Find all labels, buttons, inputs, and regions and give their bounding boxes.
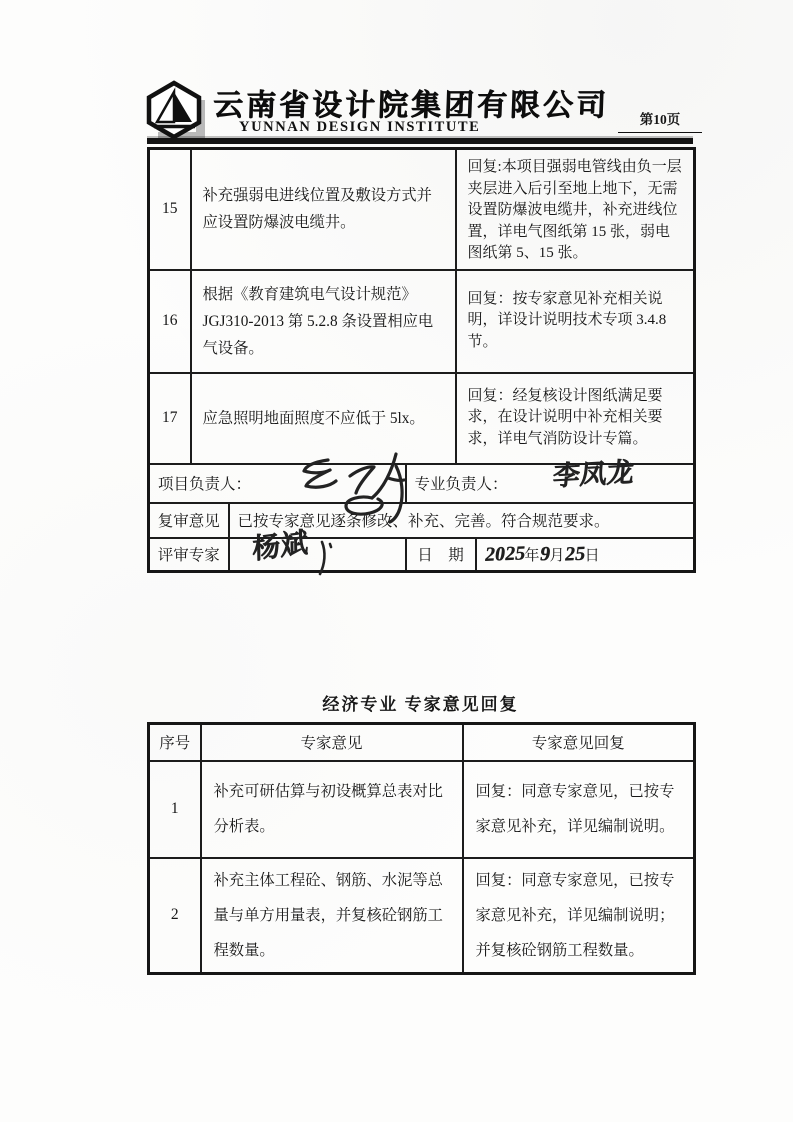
row-number: 2: [149, 858, 201, 974]
expert-opinion-cell: 补充强弱电进线位置及敷设方式并应设置防爆波电缆井。: [191, 149, 456, 270]
row-number: 1: [149, 761, 201, 858]
company-name-en: YUNNAN DESIGN INSTITUTE: [239, 119, 481, 135]
date-value: [476, 538, 695, 572]
expert-opinion-cell: 补充主体工程砼、钢筋、水泥等总量与单方用量表，并复核砼钢筋工程数量。: [201, 858, 463, 974]
header-row: [149, 724, 695, 761]
project-manager-label: 项目负责人：: [158, 476, 252, 493]
reply-cell: 回复：同意专家意见，已按专家意见补充，详见编制说明；并复核砼钢筋工程数量。: [463, 858, 695, 974]
date-month-handwritten: 9: [538, 542, 552, 565]
professional-manager-signature: 李凤龙: [551, 456, 636, 492]
review-opinion-text: 已按专家意见逐条修改、补充、完善。符合规范要求。: [229, 503, 695, 538]
table-row: [149, 761, 695, 858]
project-manager-signature: [292, 448, 452, 528]
table-row: [149, 858, 695, 974]
page-number: 第10页: [618, 108, 702, 133]
col-header-reply: 专家意见回复: [463, 724, 695, 761]
header-rule: [147, 138, 693, 144]
table-row: [149, 270, 695, 373]
expert-opinion-cell: 补充可研估算与初设概算总表对比分析表。: [201, 761, 463, 858]
date-year-unit: 年: [524, 547, 540, 564]
reply-cell: 回复：经复核设计图纸满足要求，在设计说明中补充相关要求，详电气消防设计专篇。: [456, 373, 695, 464]
row-number: 17: [149, 373, 191, 464]
review-expert-row: [149, 538, 695, 572]
date-day-handwritten: 25: [563, 542, 587, 566]
review-expert-label: 评审专家: [149, 538, 229, 572]
col-header-opinion: 专家意见: [201, 724, 463, 761]
review-expert-signature: 杨斌: [251, 527, 309, 566]
company-name-zh: 云南省设计院集团有限公司: [212, 89, 610, 122]
professional-manager-label: 专业负责人：: [414, 476, 508, 493]
reply-cell: 回复:本项目强弱电管线由负一层夹层进入后引至地上地下，无需设置防爆波电缆井，补充进线位置，详电气图纸第 15 张，弱电图纸第 5、15 张。: [456, 149, 695, 270]
expert-opinion-cell: 根据《教育建筑电气设计规范》JGJ310-2013 第 5.2.8 条设置相应电气设备。: [191, 270, 456, 373]
reply-cell: 回复：按专家意见补充相关说明，详设计说明技术专项 3.4.8 节。: [456, 270, 695, 373]
table-row: [149, 149, 695, 270]
economic-reply-table: [147, 722, 696, 975]
review-opinion-label: 复审意见: [149, 503, 229, 538]
review-expert-signature-flourish: [316, 540, 336, 576]
economic-section-title: 经济专业 专家意见回复: [322, 695, 519, 714]
row-number: 16: [149, 270, 191, 373]
col-header-no: 序号: [149, 724, 201, 761]
date-month-unit: 月: [549, 547, 565, 564]
reply-cell: 回复：同意专家意见，已按专家意见补充，详见编制说明。: [463, 761, 695, 858]
date-label: 日 期: [406, 538, 476, 572]
date-year-handwritten: 2025: [482, 542, 527, 566]
row-number: 15: [149, 149, 191, 270]
date-day-unit: 日: [584, 547, 600, 564]
expert-opinion-cell: 应急照明地面照度不应低于 5lx。: [191, 373, 456, 464]
